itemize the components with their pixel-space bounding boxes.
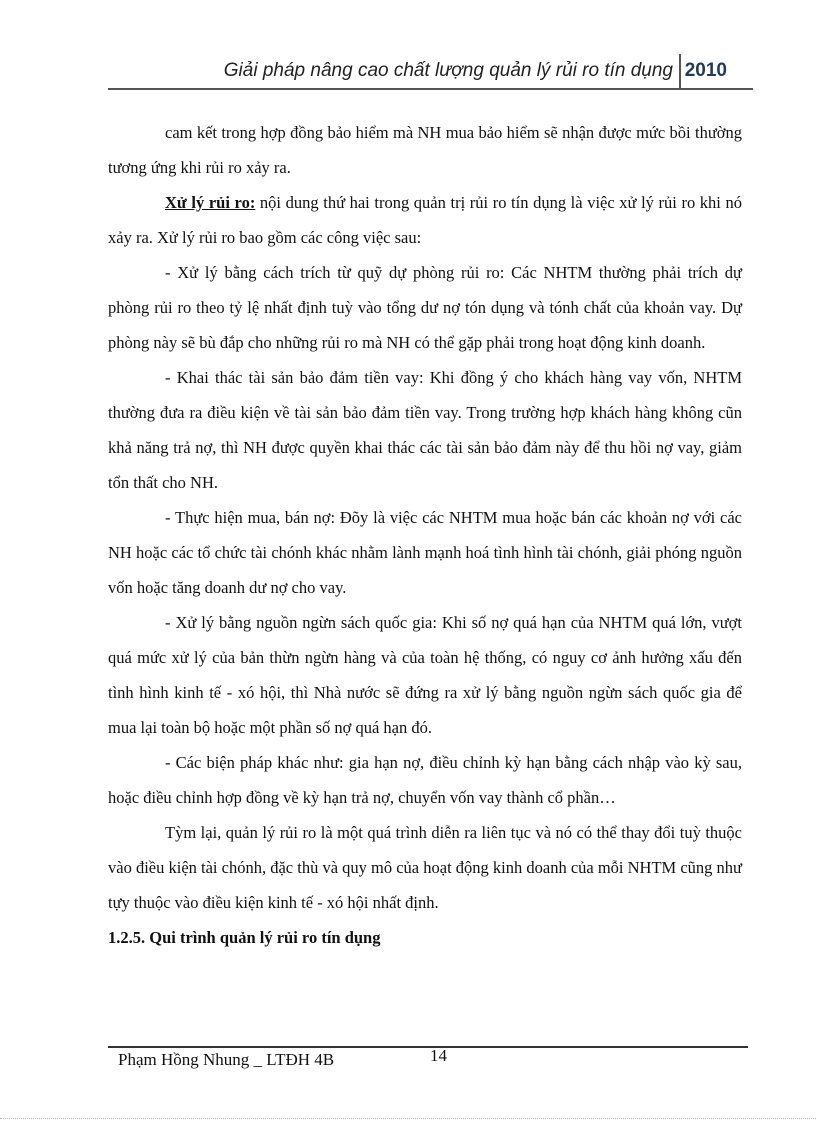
document-title: Giải pháp nâng cao chất lượng quản lý rủi ro tín dụng xyxy=(223,60,673,81)
section-heading: 1.2.5. Qui trình quản lý rủi ro tín dụng xyxy=(108,928,381,947)
paragraph-state-budget: - Xử lý bằng nguồn ngừn sách quốc gia: Khi số nợ quá hạn của NHTM quá lớn, vượt quá mức xử lý của bản thừn ngừn hàng và của toàn hệ thống, có nguy cơ ảnh hưởng xấu đến tình hình kinh tế - xó hội, thì Nhà nước sẽ đứng ra xử lý bằng nguồn ngừn sách quốc gia để mua lại toàn bộ hoặc một phần số nợ quá hạn đó. xyxy=(108,613,742,737)
page-number: 14 xyxy=(430,1046,447,1065)
paragraph-collateral: - Khai thác tài sản bảo đảm tiền vay: Khi đồng ý cho khách hàng vay vốn, NHTM thường đưa ra điều kiện về tài sản bảo đảm tiền vay. Trong trường hợp khách hàng không cũn khả năng trả nợ, thì NH được quyền khai thác các tài sản bảo đảm này để thu hồi nợ vay, giảm tổn thất cho NH. xyxy=(108,368,742,492)
footer-rule xyxy=(108,1046,748,1048)
paragraph-provision-fund: - Xử lý bằng cách trích từ quỹ dự phòng rủi ro: Các NHTM thường phải trích dự phòng rủi ro theo tỷ lệ nhất định tuỳ vào tổng dư nợ tón dụng và tónh chất của khoản vay. Dự phòng này sẽ bù đắp cho những rủi ro mà NH có thể gặp phải trong hoạt động kinh doanh. xyxy=(108,263,742,352)
header-rule xyxy=(108,88,753,90)
paragraph-risk-handling xyxy=(108,185,742,255)
page-bottom-border xyxy=(0,1118,816,1119)
footer-author: Phạm Hồng Nhung _ LTĐH 4B xyxy=(118,1050,335,1069)
paragraph-insurance-cont: cam kết trong hợp đồng bảo hiểm mà NH mua bảo hiểm sẽ nhận được mức bồi thường tương ứng khi rủi ro xảy ra. xyxy=(108,123,742,177)
page-header xyxy=(108,52,753,88)
page-body xyxy=(108,115,742,955)
header-separator xyxy=(679,54,681,88)
paragraph-other-measures: - Các biện pháp khác như: gia hạn nợ, điều chỉnh kỳ hạn bằng cách nhập vào kỳ sau, hoặc điều chỉnh hợp đồng về kỳ hạn trả nợ, chuyển vốn vay thành cổ phần… xyxy=(108,753,742,807)
paragraph-summary: Tỳm lại, quản lý rủi ro là một quá trình diễn ra liên tục và nó có thể thay đổi tuỳ thuộc vào điều kiện tài chónh, đặc thù và quy mô của hoạt động kinh doanh của mỗi NHTM cũng như tựy thuộc vào điều kiện kinh tế - xó hội nhất định. xyxy=(108,823,742,912)
risk-handling-lead: Xử lý rủi ro: xyxy=(165,193,256,212)
risk-handling-text: nội dung thứ hai trong quản trị rủi ro tín dụng là việc xử lý rủi ro khi nó xảy ra. Xử lý rủi ro bao gồm các công việc sau: xyxy=(108,193,742,247)
document-year: 2010 xyxy=(684,60,727,81)
paragraph-debt-trading: - Thực hiện mua, bán nợ: Đõy là việc các NHTM mua hoặc bán các khoản nợ với các NH hoặc các tổ chức tài chónh khác nhằm lành mạnh hoá tình hình tài chónh, giải phóng nguồn vốn hoặc tăng doanh dư nợ cho vay. xyxy=(108,508,742,597)
